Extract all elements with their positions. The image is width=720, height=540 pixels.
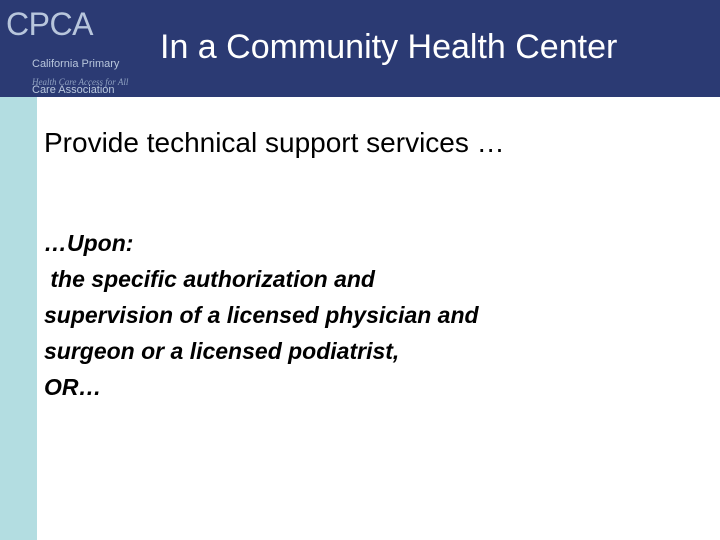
cpca-logo: [6, 6, 156, 94]
logo-org-line: Care Association: [32, 84, 115, 96]
logo-org-line: California Primary: [32, 58, 120, 70]
body-line: supervision of a licensed physician and: [44, 302, 479, 328]
logo-org-name: [32, 45, 119, 97]
side-stripe: [0, 97, 37, 540]
logo-tagline: Health Care Access for All: [32, 77, 129, 87]
slide-subtitle: Provide technical support services …: [44, 127, 505, 158]
body-line: the specific authorization and: [44, 266, 375, 292]
body-line: OR…: [44, 374, 102, 400]
slide-body: [44, 225, 704, 405]
logo-name: CPCA: [6, 6, 93, 42]
slide-title: In a Community Health Center: [160, 28, 618, 66]
body-line: surgeon or a licensed podiatrist,: [44, 338, 400, 364]
body-line: …Upon:: [44, 230, 134, 256]
header-bar: [0, 0, 720, 97]
